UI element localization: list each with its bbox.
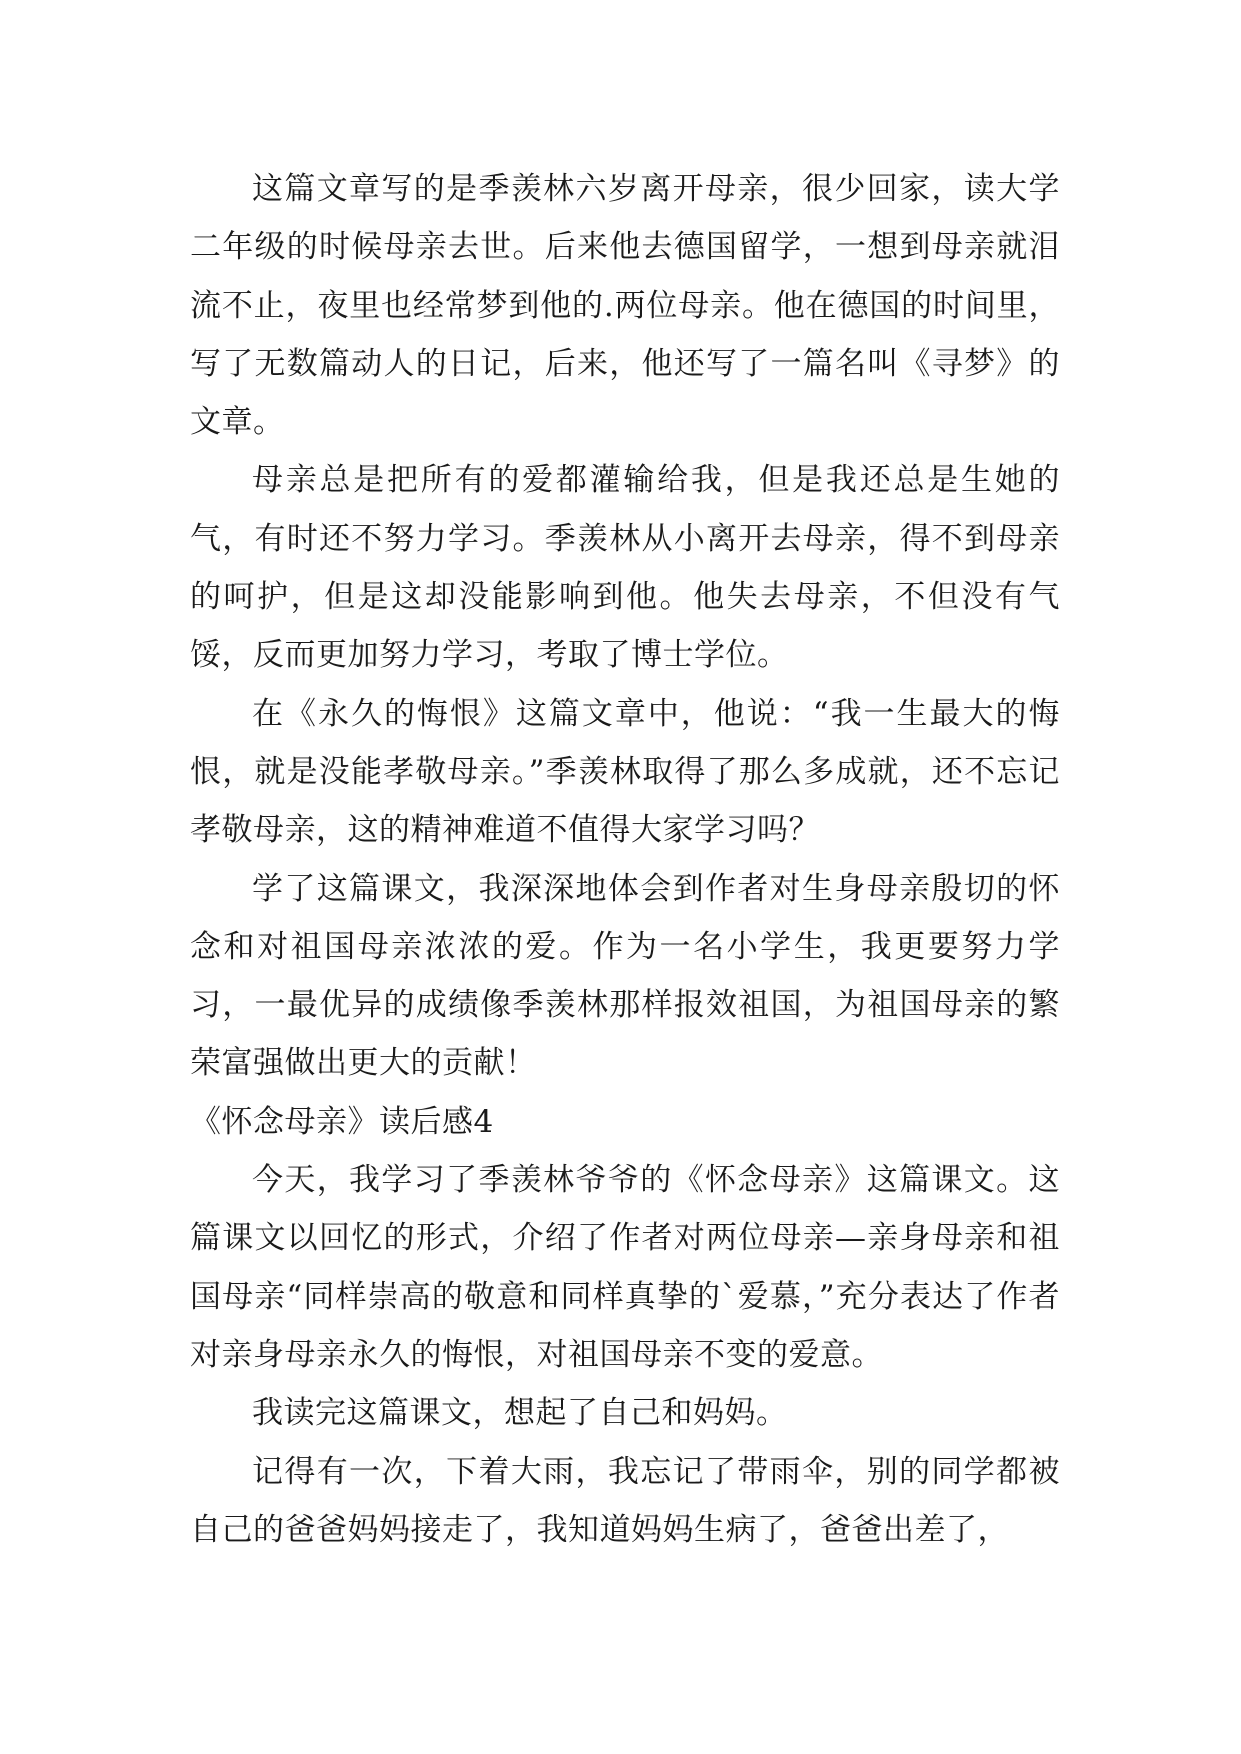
section-heading: 《怀念母亲》读后感4 xyxy=(190,1103,494,1140)
paragraph-1: 这篇文章写的是季羡林六岁离开母亲，很少回家，读大学二年级的时候母亲去世。后来他去德国留学，一想到母亲就泪流不止，夜里也经常梦到他的.两位母亲。他在德国的时间里，写了无数篇动人的日记，后来，他还写了一篇名叫《寻梦》的文章。 xyxy=(190,171,1060,441)
paragraph-5: 今天，我学习了季羡林爷爷的《怀念母亲》这篇课文。这篇课文以回忆的形式，介绍了作者对两位母亲—亲身母亲和祖国母亲“同样崇高的敬意和同样真挚的`爱慕，”充分表达了作者对亲身母亲永久的悔恨，对祖国母亲不变的爱意。 xyxy=(190,1162,1060,1373)
paragraph-4: 学了这篇课文，我深深地体会到作者对生身母亲殷切的怀念和对祖国母亲浓浓的爱。作为一名小学生，我更要努力学习，一最优异的成绩像季羡林那样报效祖国，为祖国母亲的繁荣富强做出更大的贡献！ xyxy=(190,870,1060,1082)
paragraph-7: 记得有一次，下着大雨，我忘记了带雨伞，别的同学都被自己的爸爸妈妈接走了，我知道妈妈生病了，爸爸出差了， xyxy=(190,1453,1060,1548)
paragraph-3: 在《永久的悔恨》这篇文章中，他说：“我一生最大的悔恨，就是没能孝敬母亲。”季羡林取得了那么多成就，还不忘记孝敬母亲，这的精神难道不值得大家学习吗？ xyxy=(190,695,1060,849)
document-body xyxy=(190,160,1060,1559)
paragraph-6: 我读完这篇课文，想起了自己和妈妈。 xyxy=(252,1395,788,1432)
paragraph-2: 母亲总是把所有的爱都灌输给我，但是我还总是生她的气，有时还不努力学习。季羡林从小离开去母亲，得不到母亲的呵护，但是这却没能影响到他。他失去母亲，不但没有气馁，反而更加努力学习，考取了博士学位。 xyxy=(190,462,1060,674)
